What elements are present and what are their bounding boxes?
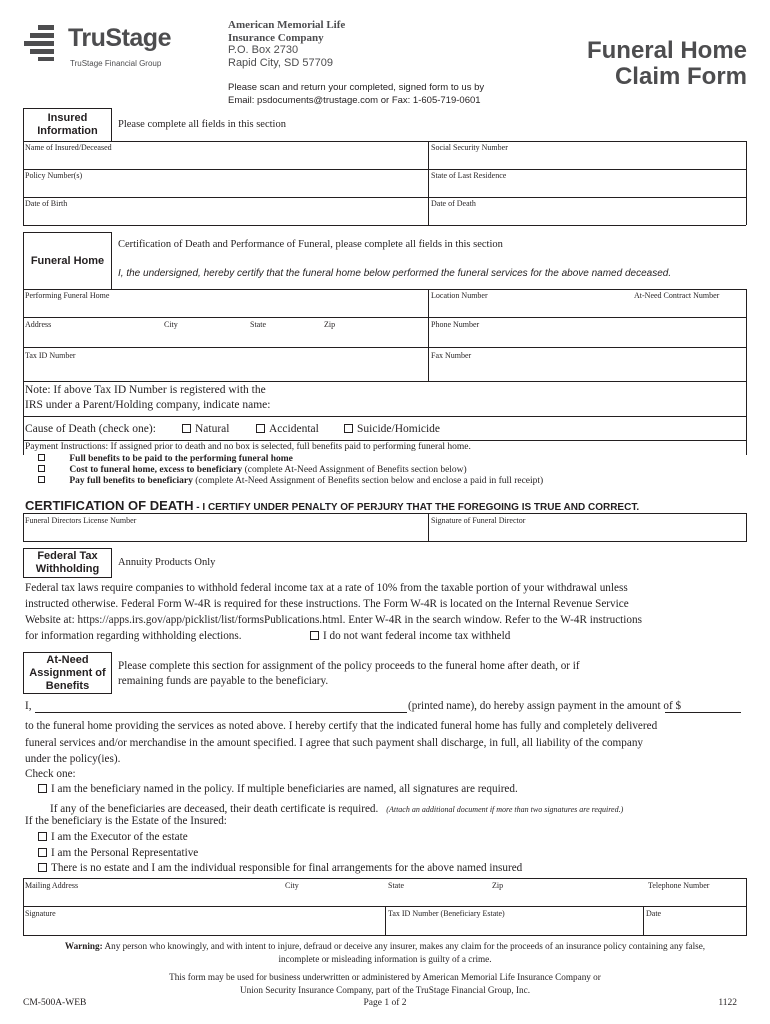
warning-line2: incomplete or misleading information is guilty of a crime. <box>278 954 492 964</box>
pay-option-3-checkbox[interactable] <box>38 476 45 483</box>
usage-line1: This form may be used for business underwritten or administered by American Memorial Life Insurance Company or <box>169 972 601 982</box>
section-atneed-label2: Assignment of <box>29 666 106 679</box>
insured-name-field[interactable]: Name of Insured/Deceased <box>25 143 112 152</box>
return-instruction2: Email: psdocuments@trustage.com or Fax: 1-605-719-0601 <box>228 95 481 106</box>
page-number: Page 1 of 2 <box>363 998 407 1008</box>
printed-name-line[interactable] <box>35 712 407 713</box>
state-residence-field[interactable]: State of Last Residence <box>431 171 507 180</box>
beneficiary-label: I am the beneficiary named in the policy. If multiple beneficiaries are named, all signatures are required. <box>51 783 518 795</box>
estate-label: If the beneficiary is the Estate of the Insured: <box>25 815 227 827</box>
federal-note: Annuity Products Only <box>118 557 216 568</box>
payment-instructions: Payment Instructions: If assigned prior to death and no box is selected, full benefits paid to performing funeral home. <box>25 442 471 452</box>
funeral-note: Certification of Death and Performance of Funeral, please complete all fields in this section <box>118 239 503 250</box>
license-number-field[interactable]: Funeral Directors License Number <box>25 516 137 525</box>
funeral-fax-field[interactable]: Fax Number <box>431 351 472 360</box>
beneficiary-taxid-field[interactable]: Tax ID Number (Beneficiary Estate) <box>388 909 505 918</box>
form-title-line2: Claim Form <box>614 63 747 90</box>
assign-printed-text: (printed name), do hereby assign payment in the amount of $ <box>408 700 682 712</box>
tax-note-line2: IRS under a Parent/Holding company, indicate name: <box>25 399 271 411</box>
telephone-field[interactable]: Telephone Number <box>648 881 710 890</box>
beneficiary-option[interactable] <box>38 783 518 795</box>
section-federal-tax <box>23 548 112 578</box>
usage-line2: Union Security Insurance Company, part of the TruStage Financial Group, Inc. <box>239 985 531 995</box>
brand-name: TruStage <box>68 24 171 52</box>
section-insured-label1: Insured <box>47 112 88 124</box>
suicide-checkbox[interactable] <box>344 424 353 433</box>
funeral-zip-field[interactable]: Zip <box>324 320 336 329</box>
pay-option-2-label: Cost to funeral home, excess to beneficiary <box>69 465 243 475</box>
executor-label: I am the Executor of the estate <box>51 831 188 843</box>
cause-suicide-option[interactable] <box>344 423 440 435</box>
death-cert-text: If any of the beneficiaries are deceased, their death certificate is required. <box>50 803 379 815</box>
mailing-address-field[interactable]: Mailing Address <box>25 881 79 890</box>
funeral-city-field[interactable]: City <box>164 320 178 329</box>
funeral-phone-field[interactable]: Phone Number <box>431 320 480 329</box>
performing-funeral-home-field[interactable]: Performing Funeral Home <box>25 291 110 300</box>
cause-of-death-row <box>25 423 156 435</box>
company-address1: P.O. Box 2730 <box>228 44 299 56</box>
assign-para3: under the policy(ies). <box>25 753 121 765</box>
director-signature-field[interactable]: Signature of Funeral Director <box>431 516 526 525</box>
accidental-checkbox[interactable] <box>256 424 265 433</box>
section-funeral-home <box>23 232 112 290</box>
accidental-label: Accidental <box>269 423 319 435</box>
beneficiary-state-field[interactable]: State <box>388 881 404 890</box>
certification-statement: - I CERTIFY UNDER PENALTY OF PERJURY THAT THE FOREGOING IS TRUE AND CORRECT. <box>193 502 640 513</box>
funeral-state-field[interactable]: State <box>250 320 266 329</box>
executor-checkbox[interactable] <box>38 832 47 841</box>
amount-line[interactable] <box>665 712 741 713</box>
pay-option-2-note: (complete At-Need Assignment of Benefits section below) <box>242 465 467 475</box>
cause-natural-option[interactable] <box>182 423 229 435</box>
beneficiary-signature-field[interactable]: Signature <box>25 909 56 918</box>
no-estate-label: There is no estate and I am the individual responsible for final arrangements for the above named insured <box>51 862 523 874</box>
cause-label: Cause of Death (check one): <box>25 423 156 435</box>
representative-label: I am the Personal Representative <box>51 847 199 859</box>
location-number-field[interactable]: Location Number <box>431 291 488 300</box>
pay-option-1-label: Full benefits to be paid to the performing funeral home <box>69 454 293 464</box>
attach-note: (Attach an additional document if more than two signatures are required.) <box>386 805 624 814</box>
warning-line1 <box>0 941 770 951</box>
pay-option-3-label: Pay full benefits to beneficiary <box>69 476 193 486</box>
certification-title: CERTIFICATION OF DEATH <box>25 498 194 513</box>
warning-text1: Any person who knowingly, and with intent to injure, defraud or deceive any insurer, makes any claim for the proceeds of an insurance policy containing any false, <box>102 941 706 951</box>
no-withholding-option[interactable] <box>310 630 510 642</box>
cause-accidental-option[interactable] <box>256 423 319 435</box>
warning-label: Warning: <box>64 941 103 951</box>
section-insured-information <box>23 108 112 142</box>
section-insured-label2: Information <box>37 125 98 137</box>
company-line1: American Memorial Life <box>228 19 346 31</box>
section-atneed-assignment <box>23 652 112 694</box>
company-address2: Rapid City, SD 57709 <box>228 57 333 69</box>
return-instruction1: Please scan and return your completed, signed form to us by <box>228 82 485 93</box>
atneed-note1: Please complete this section for assignment of the policy proceeds to the funeral home after death, or if <box>118 660 580 672</box>
representative-option[interactable] <box>38 847 198 859</box>
no-withholding-label: I do not want federal income tax withheld <box>323 630 511 642</box>
federal-text-line1: Federal tax laws require companies to withhold federal income tax at a rate of 10% from the taxable portion of your withdrawal unless <box>25 582 628 594</box>
tax-note-line1: Note: If above Tax ID Number is registered with the <box>25 384 266 396</box>
section-atneed-label1: At-Need <box>46 653 89 666</box>
dob-field[interactable]: Date of Birth <box>25 199 68 208</box>
atneed-note2: remaining funds are payable to the beneficiary. <box>118 675 329 687</box>
suicide-label: Suicide/Homicide <box>357 423 441 435</box>
beneficiary-city-field[interactable]: City <box>285 881 299 890</box>
no-withholding-checkbox[interactable] <box>310 631 319 640</box>
federal-text-line3: Website at: https://apps.irs.gov/app/picklist/list/formsPublications.html. Enter W-4R in the search window. Refer to the W-4R instructions <box>25 614 642 626</box>
assign-i: I, <box>25 700 32 712</box>
pay-option-1[interactable] <box>38 454 293 464</box>
representative-checkbox[interactable] <box>38 848 47 857</box>
beneficiary-zip-field[interactable]: Zip <box>492 881 504 890</box>
natural-label: Natural <box>195 423 230 435</box>
assign-para1: to the funeral home providing the services as noted above. I hereby certify that the indicated funeral home has fully and completely delivered <box>25 720 658 732</box>
funeral-taxid-field[interactable]: Tax ID Number <box>25 351 76 360</box>
pay-option-2[interactable] <box>38 465 467 475</box>
dod-field[interactable]: Date of Death <box>431 199 476 208</box>
no-estate-checkbox[interactable] <box>38 863 47 872</box>
ssn-field[interactable]: Social Security Number <box>431 143 508 152</box>
pay-option-2-checkbox[interactable] <box>38 465 45 472</box>
atneed-contract-field[interactable]: At-Need Contract Number <box>634 291 720 300</box>
section-funeral-label: Funeral Home <box>30 254 105 267</box>
trustage-logo-icon <box>22 24 62 62</box>
funeral-certify: I, the undersigned, hereby certify that the funeral home below performed the funeral services for the above named deceased. <box>118 268 672 279</box>
company-line2: Insurance Company <box>228 32 324 44</box>
trustage-logo <box>22 22 182 72</box>
form-id: CM-500A-WEB <box>23 998 87 1008</box>
no-estate-option[interactable] <box>38 862 522 874</box>
pay-option-3[interactable] <box>38 476 543 486</box>
pay-option-1-checkbox[interactable] <box>38 454 45 461</box>
date-field[interactable]: Date <box>646 909 662 918</box>
section-federal-label1: Federal Tax <box>37 550 98 562</box>
section-federal-label2: Withholding <box>35 563 100 575</box>
section-atneed-label3: Benefits <box>45 679 90 692</box>
funeral-address-field[interactable]: Address <box>25 320 52 329</box>
federal-text-line4: for information regarding withholding elections. <box>25 630 242 642</box>
brand-group: TruStage Financial Group <box>70 59 162 68</box>
form-title-line1: Funeral Home <box>586 37 747 64</box>
federal-text-line2: instructed otherwise. Federal Form W-4R is required for these instructions. The Form W-4R is located on the Internal Revenue Service <box>25 598 629 610</box>
policy-number-field[interactable]: Policy Number(s) <box>25 171 83 180</box>
form-version: 1122 <box>718 998 737 1008</box>
executor-option[interactable] <box>38 831 188 843</box>
natural-checkbox[interactable] <box>182 424 191 433</box>
assign-para2: funeral services and/or merchandise in the amount specified. I agree that such payment shall discharge, in full, all liability of the company <box>25 737 644 749</box>
pay-option-3-note: (complete At-Need Assignment of Benefits section below and enclose a paid in full receipt) <box>192 476 544 486</box>
check-one-label: Check one: <box>25 768 76 780</box>
insured-note: Please complete all fields in this section <box>118 119 286 130</box>
beneficiary-checkbox[interactable] <box>38 784 47 793</box>
